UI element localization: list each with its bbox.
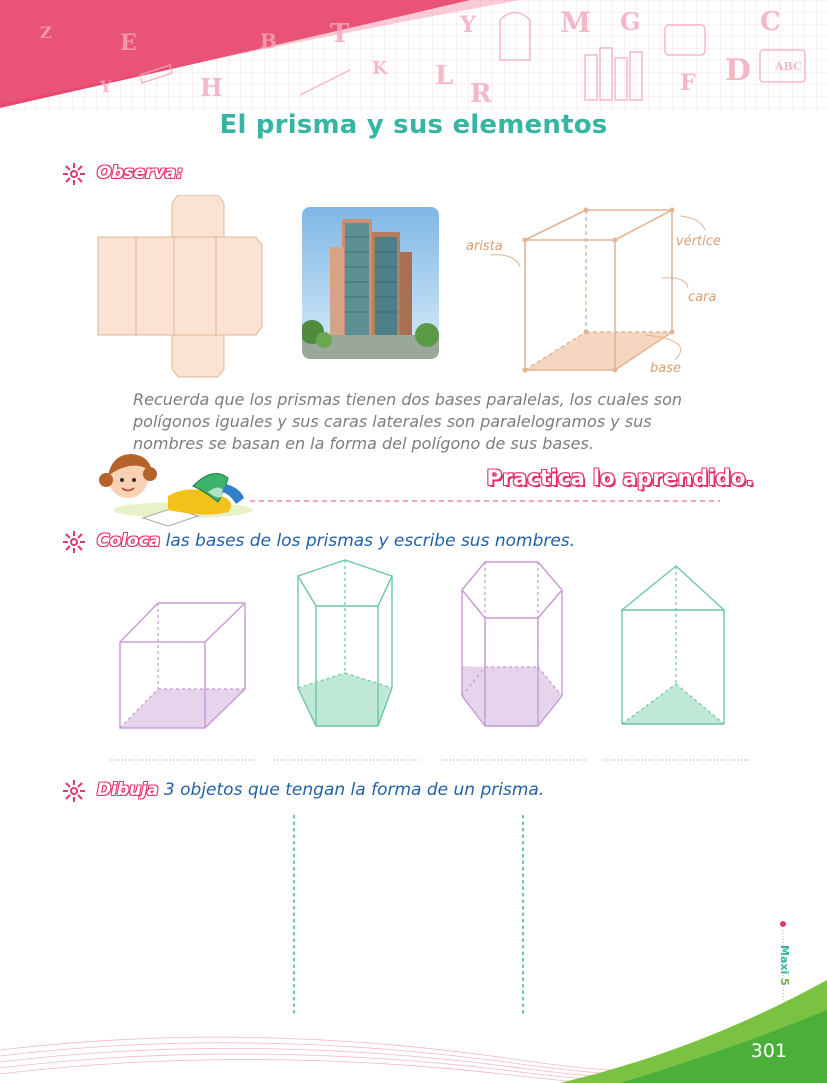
practice-banner-title: Practica lo aprendido.	[486, 466, 754, 490]
flower-bullet-icon	[62, 779, 86, 803]
decor-letter: M	[560, 6, 591, 39]
arrow-icon	[662, 278, 688, 288]
decor-letter: L	[435, 61, 454, 91]
answer-lines	[108, 757, 753, 763]
footer-waves	[0, 970, 827, 1083]
header-banner	[0, 0, 827, 110]
page-title: El prisma y sus elementos	[219, 110, 608, 140]
hexagonal-prism-figure	[462, 562, 562, 726]
coloca-text: las bases de los prismas y escribe sus nombres.	[160, 531, 576, 551]
dibuja-label: Dibuja	[97, 780, 159, 800]
cara-label: cara	[688, 290, 717, 305]
recall-paragraph: Recuerda que los prismas tienen dos bases paralelas, los cuales son polígonos iguales y sus caras laterales son paralelogramos y sus nombres se basan en la forma del polígono de sus bases.	[133, 390, 683, 453]
girl-reading-illustration	[98, 448, 258, 530]
flower-bullet-icon	[62, 162, 86, 186]
base-label: base	[650, 361, 681, 376]
decor-letter: H	[200, 73, 223, 102]
decor-letter: Y	[100, 77, 112, 96]
side-number: 5	[778, 978, 791, 986]
observa-label: Observa:	[97, 163, 184, 183]
page-number: 301	[750, 1040, 787, 1062]
arrow-icon	[680, 216, 705, 230]
square-prism-figure	[120, 603, 245, 728]
vertice-label: vértice	[676, 234, 721, 249]
decor-letter: C	[760, 7, 781, 37]
flower-bullet-icon	[62, 530, 86, 554]
side-brand: Maxi	[778, 945, 791, 975]
arrow-icon	[490, 255, 520, 267]
decor-letter: Y	[460, 12, 476, 38]
cube-net-figure	[96, 195, 266, 383]
decor-letter: E	[120, 30, 137, 56]
arista-label: arista	[466, 239, 503, 254]
coloca-label: Coloca	[97, 531, 161, 551]
decor-letter: G	[620, 7, 641, 36]
decor-letter: Z	[40, 23, 52, 42]
decor-letter: B	[260, 29, 277, 53]
decor-letter: R	[470, 79, 492, 109]
decor-letter: T	[330, 19, 350, 49]
decor-letter: ABC	[775, 60, 802, 73]
dashed-divider	[250, 498, 720, 504]
triangular-prism-figure	[622, 566, 724, 724]
dibuja-instruction	[97, 780, 544, 800]
decor-letter: K	[372, 58, 388, 79]
decor-letter: D	[725, 53, 752, 88]
decor-letter: F	[680, 70, 696, 96]
pentagonal-prism-figure	[298, 560, 392, 726]
coloca-instruction	[97, 531, 575, 551]
prisms-exercise-figure	[110, 556, 770, 736]
building-photo	[302, 207, 439, 359]
dibuja-text: 3 objetos que tengan la forma de un prisma.	[158, 780, 545, 800]
